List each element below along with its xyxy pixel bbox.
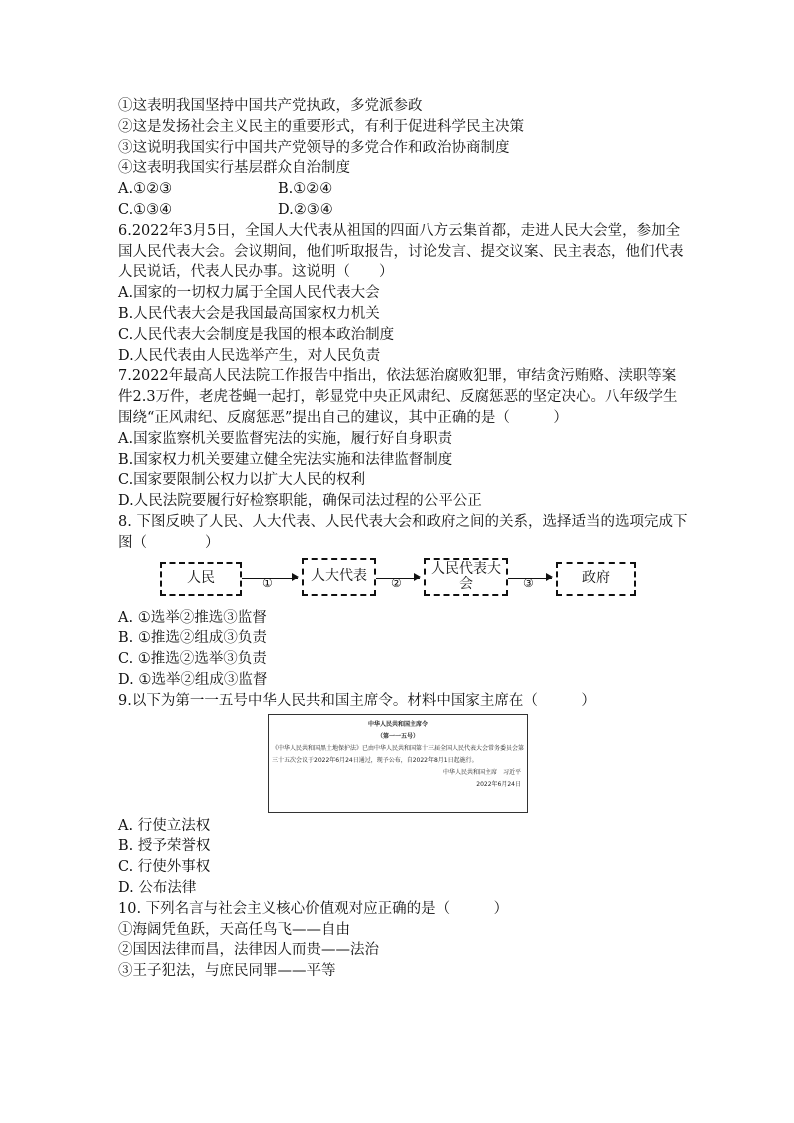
q8-option-c: C. ①推选②选举③负责 xyxy=(118,651,267,668)
q5-option-c: C.①③④ xyxy=(118,201,173,218)
q6-stem: 6.2022年3月5日，全国人大代表从祖国的四面八方云集首都，走进人民大会堂，参加全国人民代表大会。会议期间，他们听取报告，讨论发言、提交议案、民主表态，他们代表人民说话，代表人民办事。这说明（ ） xyxy=(118,222,684,281)
q9-decree-wrapper xyxy=(118,712,688,816)
diagram-box-government: 政府 xyxy=(556,562,636,596)
q8-flow-diagram xyxy=(118,562,688,602)
q5-options-row-1 xyxy=(118,179,688,200)
q5-options-row-2 xyxy=(118,200,688,221)
decree-body: 《中华人民共和国黑土地保护法》已由中华人民共和国第十三届全国人民代表大会常务委员会第三十五次会议于2022年6月24日通过，现予公布，自2022年8月1日起施行。 xyxy=(272,744,525,764)
q6-option-b: B.人民代表大会是我国最高国家权力机关 xyxy=(118,305,380,322)
q9-decree-image xyxy=(268,714,528,813)
diagram-arrow-3 xyxy=(508,575,552,590)
q10-item-3: ③王子犯法，与庶民同罪——平等 xyxy=(118,963,336,980)
q9-option-b: B. 授予荣誉权 xyxy=(118,838,211,855)
q5-item-1: ①这表明我国坚持中国共产党执政，多党派参政 xyxy=(118,98,423,114)
diagram-arrow-1-label: ① xyxy=(262,575,273,590)
q9-option-c: C. 行使外事权 xyxy=(118,859,211,876)
q10-item-1: ①海阔凭鱼跃，天高任鸟飞——自由 xyxy=(118,921,350,938)
q9-option-a: A. 行使立法权 xyxy=(118,817,211,834)
q9-option-d: D. 公布法律 xyxy=(118,879,197,896)
q7-option-c: C.国家要限制公权力以扩大人民的权利 xyxy=(118,472,366,489)
q5-option-b: B.①②④ xyxy=(278,181,333,198)
q6-option-a: A.国家的一切权力属于全国人民代表大会 xyxy=(118,285,380,302)
q5-item-3: ③这说明我国实行中国共产党领导的多党合作和政治协商制度 xyxy=(118,139,510,156)
q10-stem: 10. 下列名言与社会主义核心价值观对应正确的是（ ） xyxy=(118,900,509,917)
diagram-box-people: 人民 xyxy=(160,562,242,596)
q9-stem: 9.以下为第一一五号中华人民共和国主席令。材料中国家主席在（ ） xyxy=(118,692,596,709)
q6-option-d: D.人民代表由人民选举产生，对人民负责 xyxy=(118,347,381,364)
q5-option-a: A.①②③ xyxy=(118,181,173,198)
diagram-box-deputies: 人大代表 xyxy=(302,558,376,596)
decree-signer: 中华人民共和国主席 习近平 xyxy=(442,768,521,776)
q8-stem: 8. 下图反映了人民、人大代表、人民代表大会和政府之间的关系，选择适当的选项完成下图（ ） xyxy=(118,513,688,551)
decree-date: 2022年6月24日 xyxy=(476,780,521,788)
q10-item-2: ②国因法律而昌，法律因人而贵——法治 xyxy=(118,942,379,959)
q8-option-b: B. ①推选②组成③负责 xyxy=(118,630,267,647)
diagram-arrow-1 xyxy=(242,575,298,590)
decree-number: （第一一五号） xyxy=(376,732,419,740)
diagram-arrow-2 xyxy=(376,575,420,590)
diagram-box-congress: 人民代表大会 xyxy=(424,558,508,596)
exam-page xyxy=(118,96,688,982)
q6-option-c: C.人民代表大会制度是我国的根本政治制度 xyxy=(118,326,395,343)
decree-title: 中华人民共和国主席令 xyxy=(367,720,428,728)
q7-option-d: D.人民法院要履行好检察职能，确保司法过程的公平公正 xyxy=(118,493,482,510)
diagram-arrow-3-label: ③ xyxy=(523,575,534,590)
q5-item-4: ④这表明我国实行基层群众自治制度 xyxy=(118,160,350,177)
q8-option-d: D. ①选举②组成③监督 xyxy=(118,671,268,688)
q8-option-a: A. ①选举②推选③监督 xyxy=(118,609,267,626)
q7-option-a: A.国家监察机关要监督宪法的实施，履行好自身职责 xyxy=(118,430,453,447)
diagram-arrow-2-label: ② xyxy=(391,575,402,590)
q7-option-b: B.国家权力机关要建立健全宪法实施和法律监督制度 xyxy=(118,451,453,468)
q5-item-2: ②这是发扬社会主义民主的重要形式，有利于促进科学民主决策 xyxy=(118,118,524,135)
q5-option-d: D.②③④ xyxy=(278,201,333,218)
q7-stem: 7.2022年最高人民法院工作报告中指出，依法惩治腐败犯罪，审结贪污贿赂、渎职等案件2.3万件，老虎苍蝇一起打，彰显党中央正风肃纪、反腐惩恶的坚定决心。八年级学生围绕“正风肃纪、反腐惩恶”提出自己的建议，其中正确的是（ ） xyxy=(118,368,678,426)
